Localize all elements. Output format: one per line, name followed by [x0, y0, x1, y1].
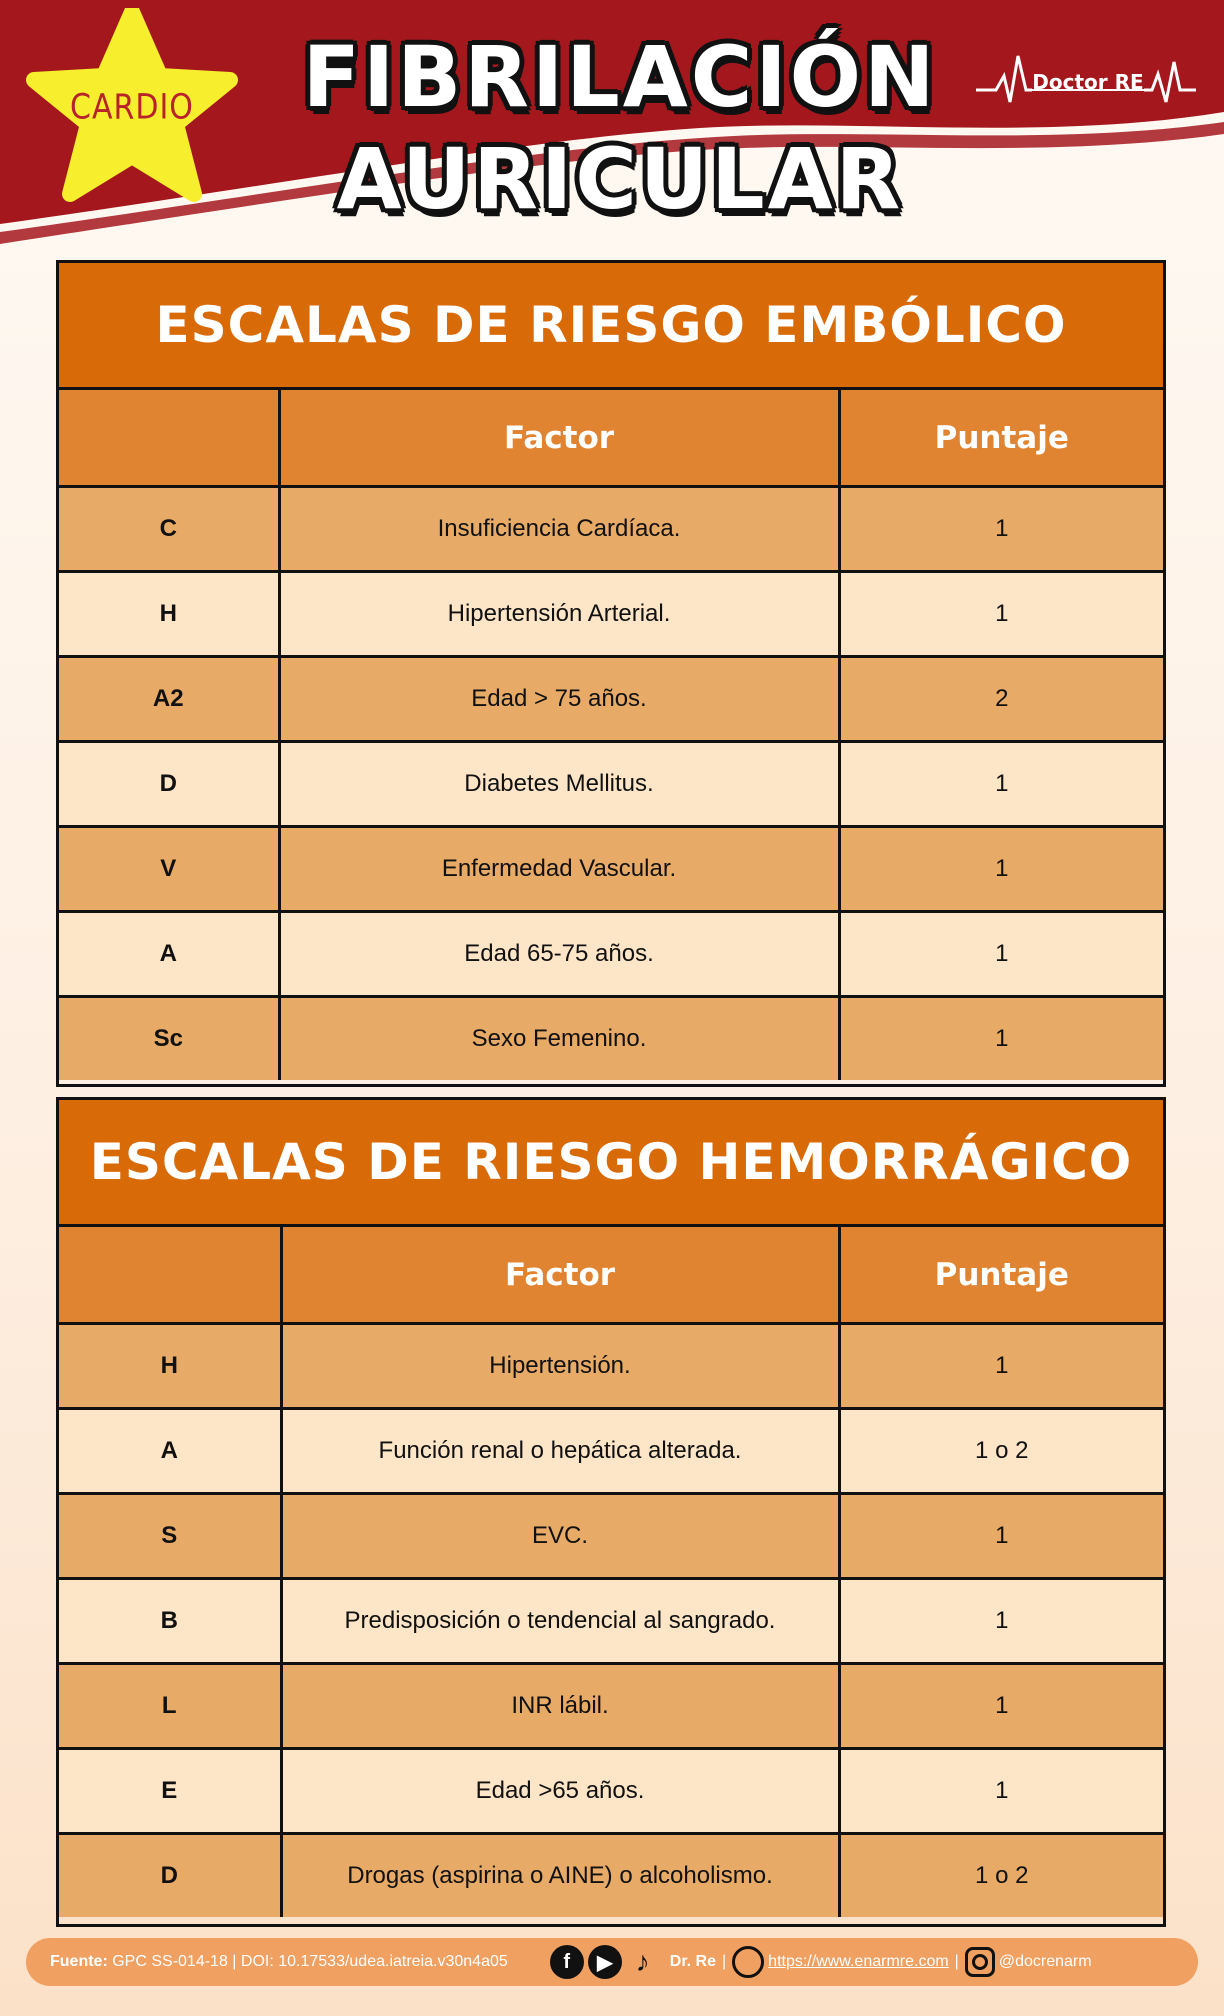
row-factor: Edad > 75 años.: [279, 657, 839, 742]
table-header-row: [59, 390, 1163, 487]
table-row: [59, 1494, 1163, 1579]
hemorrhagic-table-grid: [59, 1227, 1163, 1917]
source-citation: [50, 1953, 508, 1971]
page-title-line1: FIBRILACIÓN: [302, 28, 938, 126]
table-row: [59, 487, 1163, 572]
table-row: [59, 1834, 1163, 1918]
source-label: Fuente:: [50, 1953, 108, 1970]
row-score: 1: [839, 827, 1163, 912]
row-score: 1: [839, 742, 1163, 827]
row-code: D: [59, 742, 279, 827]
row-score: 1 o 2: [839, 1834, 1163, 1918]
row-code: C: [59, 487, 279, 572]
row-factor: Edad 65-75 años.: [279, 912, 839, 997]
header: [0, 0, 1224, 260]
header-code: [59, 390, 279, 487]
social-icons: [550, 1945, 664, 1979]
row-factor: EVC.: [281, 1494, 839, 1579]
table-row: [59, 1749, 1163, 1834]
row-score: 1: [839, 1579, 1163, 1664]
row-code: E: [59, 1749, 281, 1834]
footer-bar: [26, 1938, 1198, 1986]
row-code: A: [59, 912, 279, 997]
table-header-row: [59, 1227, 1163, 1324]
row-factor: Enfermedad Vascular.: [279, 827, 839, 912]
header-score: Puntaje: [839, 1227, 1163, 1324]
table-row: [59, 1324, 1163, 1409]
youtube-icon[interactable]: ▶: [588, 1945, 622, 1979]
row-factor: Predisposición o tendencial al sangrado.: [281, 1579, 839, 1664]
table-row: [59, 1664, 1163, 1749]
row-code: V: [59, 827, 279, 912]
header-code: [59, 1227, 281, 1324]
instagram-icon[interactable]: [965, 1947, 995, 1977]
embolic-table-title: ESCALAS DE RIESGO EMBÓLICO: [59, 263, 1163, 390]
row-code: A: [59, 1409, 281, 1494]
row-score: 1: [839, 1664, 1163, 1749]
instagram-handle[interactable]: @docrenarm: [998, 1953, 1092, 1970]
globe-icon: [732, 1946, 764, 1978]
table-row: [59, 572, 1163, 657]
facebook-icon[interactable]: f: [550, 1945, 584, 1979]
separator: |: [722, 1953, 727, 1970]
row-factor: Diabetes Mellitus.: [279, 742, 839, 827]
table-row: [59, 1409, 1163, 1494]
row-factor: Hipertensión Arterial.: [279, 572, 839, 657]
row-code: L: [59, 1664, 281, 1749]
hemorrhagic-risk-table: [56, 1097, 1166, 1927]
table-row: [59, 827, 1163, 912]
row-score: 1: [839, 997, 1163, 1081]
row-score: 1: [839, 1324, 1163, 1409]
website-link[interactable]: https://www.enarmre.com: [768, 1953, 949, 1970]
row-code: H: [59, 1324, 281, 1409]
embolic-table-grid: [59, 390, 1163, 1080]
brand-logo-text: Doctor RE: [1032, 70, 1144, 94]
table-row: [59, 912, 1163, 997]
row-factor: INR lábil.: [281, 1664, 839, 1749]
table-row: [59, 657, 1163, 742]
row-score: 1: [839, 1494, 1163, 1579]
source-text: GPC SS-014-18 | DOI: 10.17533/udea.iatreia.v30n4a05: [112, 1953, 508, 1970]
separator: |: [954, 1953, 959, 1970]
row-factor: Insuficiencia Cardíaca.: [279, 487, 839, 572]
row-factor: Función renal o hepática alterada.: [281, 1409, 839, 1494]
row-score: 1: [839, 572, 1163, 657]
row-code: Sc: [59, 997, 279, 1081]
row-factor: Sexo Femenino.: [279, 997, 839, 1081]
hemorrhagic-table-title: ESCALAS DE RIESGO HEMORRÁGICO: [59, 1100, 1163, 1227]
category-badge: CARDIO: [70, 87, 194, 128]
brand-logo: [976, 52, 1196, 112]
row-code: H: [59, 572, 279, 657]
row-code: A2: [59, 657, 279, 742]
row-score: 1: [839, 1749, 1163, 1834]
header-score: Puntaje: [839, 390, 1163, 487]
row-score: 1 o 2: [839, 1409, 1163, 1494]
header-factor: Factor: [279, 390, 839, 487]
table-row: [59, 742, 1163, 827]
row-score: 1: [839, 912, 1163, 997]
row-code: B: [59, 1579, 281, 1664]
table-row: [59, 997, 1163, 1081]
row-code: S: [59, 1494, 281, 1579]
brand-name: Dr. Re: [669, 1953, 717, 1970]
row-factor: Edad >65 años.: [281, 1749, 839, 1834]
table-row: [59, 1579, 1163, 1664]
header-factor: Factor: [281, 1227, 839, 1324]
row-score: 2: [839, 657, 1163, 742]
row-code: D: [59, 1834, 281, 1918]
tiktok-icon[interactable]: ♪: [635, 1946, 650, 1977]
embolic-risk-table: [56, 260, 1166, 1087]
page-title-line2: AURICULAR: [336, 130, 904, 228]
row-score: 1: [839, 487, 1163, 572]
row-factor: Hipertensión.: [281, 1324, 839, 1409]
row-factor: Drogas (aspirina o AINE) o alcoholismo.: [281, 1834, 839, 1918]
